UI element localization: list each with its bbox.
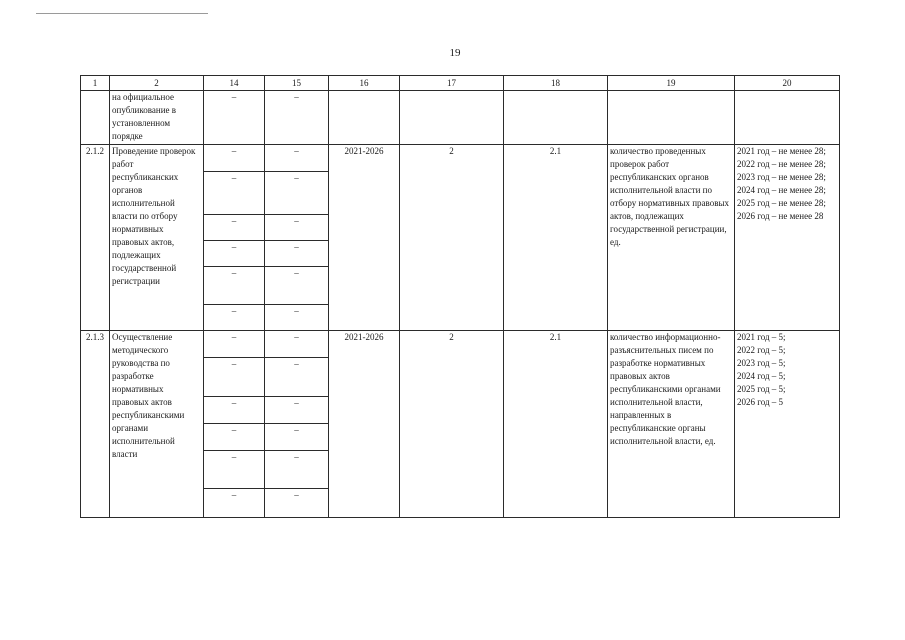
- continuation-row: [81, 91, 840, 145]
- header-cell: 18: [504, 76, 608, 91]
- col15-cell: –: [265, 358, 329, 397]
- col14-cell: –: [204, 305, 265, 331]
- measure-number-cell: 2.1.3: [81, 331, 110, 518]
- continuation-num-cell: [81, 91, 110, 145]
- measure-name-cell: Проведение проверок работ республиканских органов исполнительной власти по отбору нормативных правовых актов, подлежащих государственной регистрации: [110, 145, 204, 331]
- target-value-line: 2025 год – 5;: [737, 384, 786, 394]
- continuation-col17-cell: [400, 91, 504, 145]
- col14-cell: –: [204, 424, 265, 451]
- col17-cell: 2: [400, 145, 504, 331]
- header-cell: 16: [329, 76, 400, 91]
- target-value-line: 2025 год – не менее 28;: [737, 198, 826, 208]
- header-row: [81, 76, 840, 91]
- col15-cell: –: [265, 241, 329, 267]
- header-cell: 14: [204, 76, 265, 91]
- col14-cell: –: [204, 145, 265, 172]
- col14-cell: –: [204, 397, 265, 424]
- col15-cell: –: [265, 331, 329, 358]
- continuation-col19-cell: [608, 91, 735, 145]
- continuation-col16-cell: [329, 91, 400, 145]
- header-cell: 17: [400, 76, 504, 91]
- col15-cell: –: [265, 489, 329, 518]
- col15-cell: –: [265, 267, 329, 305]
- header-cell: 1: [81, 76, 110, 91]
- header-cell: 19: [608, 76, 735, 91]
- col15-cell: –: [265, 451, 329, 489]
- target-value-line: 2026 год – не менее 28: [737, 211, 824, 221]
- header-cell: 20: [735, 76, 840, 91]
- indicator-cell: количество информационно-разъяснительных писем по разработке нормативных правовых актов республиканскими органами исполнительной власти, направленных в республиканские органы исполнительной власти, ед.: [608, 331, 735, 518]
- col14-cell: –: [204, 331, 265, 358]
- indicator-cell: количество проведенных проверок работ республиканских органов исполнительной власти по отбору нормативных правовых актов, подлежащих государственной регистрации, ед.: [608, 145, 735, 331]
- col14-cell: –: [204, 215, 265, 241]
- measure-subrow: [81, 145, 840, 172]
- target-value-line: 2026 год – 5: [737, 397, 784, 407]
- table-body: [81, 76, 840, 518]
- header-cell: 15: [265, 76, 329, 91]
- continuation-name-cell: на официальное опубликование в установленном порядке: [110, 91, 204, 145]
- col18-cell: 2.1: [504, 145, 608, 331]
- col15-cell: –: [265, 424, 329, 451]
- col15-cell: –: [265, 145, 329, 172]
- target-values-cell: [735, 331, 840, 518]
- target-value-line: 2021 год – не менее 28;: [737, 146, 826, 156]
- col14-cell: –: [204, 451, 265, 489]
- col14-cell: –: [204, 489, 265, 518]
- target-values-cell: [735, 145, 840, 331]
- period-cell: 2021-2026: [329, 145, 400, 331]
- page-number: 19: [449, 47, 461, 59]
- col15-cell: –: [265, 215, 329, 241]
- period-cell: 2021-2026: [329, 331, 400, 518]
- target-value-line: 2022 год – не менее 28;: [737, 159, 826, 169]
- col15-cell: –: [265, 305, 329, 331]
- target-value-line: 2024 год – 5;: [737, 371, 786, 381]
- col14-cell: –: [204, 241, 265, 267]
- measure-name-cell: Осуществление методического руководства по разработке нормативных правовых актов республиканскими органами исполнительной власти: [110, 331, 204, 518]
- target-value-line: 2023 год – не менее 28;: [737, 172, 826, 182]
- continuation-col20-cell: [735, 91, 840, 145]
- target-value-line: 2023 год – 5;: [737, 358, 786, 368]
- col14-cell: –: [204, 172, 265, 215]
- continuation-col18-cell: [504, 91, 608, 145]
- col14-cell: –: [204, 358, 265, 397]
- measure-subrow: [81, 331, 840, 358]
- program-table: [80, 75, 840, 518]
- target-value-line: 2021 год – 5;: [737, 332, 786, 342]
- measure-number-cell: 2.1.2: [81, 145, 110, 331]
- col18-cell: 2.1: [504, 331, 608, 518]
- continuation-col14-cell: –: [204, 91, 265, 145]
- top-rule: [36, 13, 208, 14]
- col15-cell: –: [265, 397, 329, 424]
- target-value-line: 2022 год – 5;: [737, 345, 786, 355]
- col15-cell: –: [265, 172, 329, 215]
- continuation-col15-cell: –: [265, 91, 329, 145]
- target-value-line: 2024 год – не менее 28;: [737, 185, 826, 195]
- header-cell: 2: [110, 76, 204, 91]
- col14-cell: –: [204, 267, 265, 305]
- col17-cell: 2: [400, 331, 504, 518]
